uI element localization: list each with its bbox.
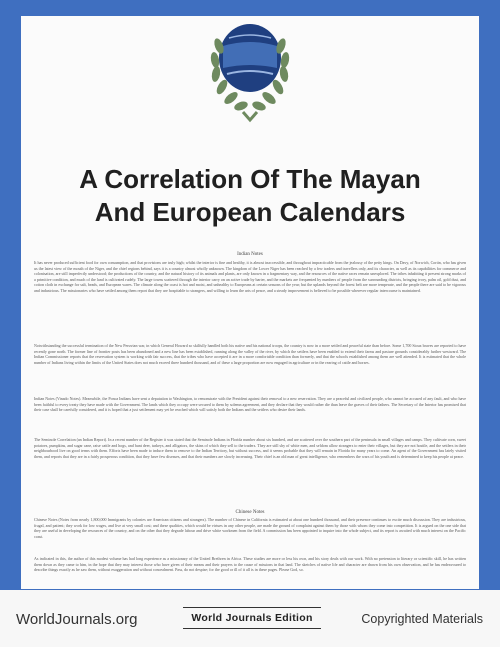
- body-paragraph: Indian Notes (Vinado Notes). Meanwhile, the Ponca Indians have sent a deputation to Washington, to remonstrate with the President against their removal to a new reservation. They are a peaceful and civilized people, who cannot be accused of any fault, and who have been faithful to every treaty they have made with the Government. The lands which they occupy were secured to them by solemn agreement, and they declare that they would rather die than leave the graves of their fathers. The Secretary of the Interior has promised that their case shall be carefully considered, and it is hoped that a just settlement may yet be reached which will satisfy both the Indians and the settlers who desire their lands.: [34, 396, 466, 413]
- body-paragraph: As indicated in this, the author of this modest volume has had long experience as a missionary of the United Brethren in Africa. These studies are more or less his own, and his story deals with our work. With no pretension to literary or scientific skill, he has written them down as they came to him, in the hope that they may interest those who have given of their means and their prayers to the cause of missions in that land. The sketches of native life and character are drawn from his own observation, and he has endeavoured to describe things exactly as he saw them, without exaggeration and without concealment. Pass, do not despise; for the good or ill of it all is in these pages. Please God, so.: [34, 556, 466, 573]
- cover-page: [21, 16, 479, 589]
- laurel-wreath-globe-icon: [205, 16, 295, 126]
- edition-text: World Journals Edition: [191, 612, 313, 624]
- footer-bar: [0, 590, 500, 647]
- body-paragraph: The Seminole Correlation (an Indian Report). In a recent number of the Register it was stated that the Seminole Indians in Florida number about six hundred, and are scattered over the southern part of the peninsula in small villages and camps. They cultivate corn, sweet potatoes, pumpkins, and sugar cane, raise cattle and hogs, and hunt deer, turkeys, and alligators, the skins of which they sell to the traders. They are still shy of white men, and seldom allow strangers to enter their villages, but they are not hostile, and the settlers in their neighbourhood live on good terms with them. Efforts have been made to induce them to remove to the Indian Territory, but without success, and it seems probable that they will remain in Florida for many years to come. An agent of the Government has lately visited them, and reports that they are in a fairly prosperous condition, that they have few diseases, and that their numbers are slowly increasing. Their chief is an old man of great intelligence, who remembers the wars of his youth and is determined to keep his people at peace.: [34, 437, 466, 459]
- body-paragraph: Notwithstanding the successful termination of the New Peruvian war, in which General Howard so skilfully handled both his native and his national troops, the country is now in a more settled and peaceful state than before. Some 1,700 Sioux braves are reported to have recently gone north. The former line of frontier posts has been abandoned and a new line has been established, running along the valley of the river, by which the settlers have been enabled to extend their farms and pasture grounds considerably farther westward. The Indian Commissioner reports that the reservation system is working with fair success, that the tribes who have accepted it are in a more comfortable condition than formerly, and that the schools established among them are well attended. It is estimated that the whole number of Indians living within the limits of the United States does not much exceed three hundred thousand, and of these a large proportion are now engaged in agriculture or in the rearing of cattle and horses.: [34, 343, 466, 365]
- section-heading: Indian Notes: [237, 252, 263, 257]
- body-paragraph: Chinese Notes (Notes from nearly 1,800,000 Immigrants by colonies are American citizens and strangers). The number of Chinese in California is estimated at about one hundred thousand, and their presence continues to excite much discussion. They are industrious, frugal, and patient; they work for low wages, and live at very small cost; and these qualities, which would be virtues in any other people, are made the ground of complaint against them by those with whom they come into competition. It is argued on the one side that they are useful in developing the resources of the country, and on the other that they degrade labour and drive white workmen from the field. A commission has been appointed to inquire into the whole subject, and its report is awaited with much interest on the Pacific coast.: [34, 517, 466, 539]
- book-title-line-1: A Correlation Of The Mayan: [79, 164, 421, 195]
- book-title-line-2: And European Calendars: [94, 197, 406, 228]
- rights-notice: Copyrighted Materials: [361, 612, 483, 626]
- body-paragraph: It has never produced sufficient food for own consumption, and that provisions are truly high; whilst the interior is fine and healthy, it is almost inaccessible, and throughout impracticable from the jealousy of the petty kings. On Davy, of Norwich, Cortin, who has given us the latest view of the mouth of the Niger, and the chief regions behind, says it is a country almost wholly unknown. The kingdom of the Lower Niger has been reached by a few traders and travellers only, and its character, as well as its capabilities for commerce and colonisation, are still imperfectly understood; the productions of the country, and the natural history of its animals and plants, are only known in a fragmentary way, and the resources of the native races remain unexplored. The tribes inhabiting it present strong marks of a primitive condition, and much of the land is cultivated rudely. The large towns scattered through the interior carry on an active trade by barter, and the markets are frequented by numbers of people from the surrounding districts, bringing ivory, palm oil, gold dust, and cotton cloth in exchange for salt, beads, and European wares. The climate along the coast is hot and moist, and unhealthy to Europeans at certain seasons of the year; but the uplands beyond the forest belt are more temperate, and the people there are said to be vigorous and industrious. The missionaries who have settled among them report that they are hospitable to strangers, and willing to learn the arts of peace, and a steady improvement is believed to be possible wherever regular intercourse is maintained.: [34, 260, 466, 293]
- publisher-name: WorldJournals.org: [16, 611, 138, 628]
- book-title: [21, 163, 479, 229]
- section-heading: Chinese Notes: [235, 510, 265, 515]
- edition-label: [183, 607, 321, 629]
